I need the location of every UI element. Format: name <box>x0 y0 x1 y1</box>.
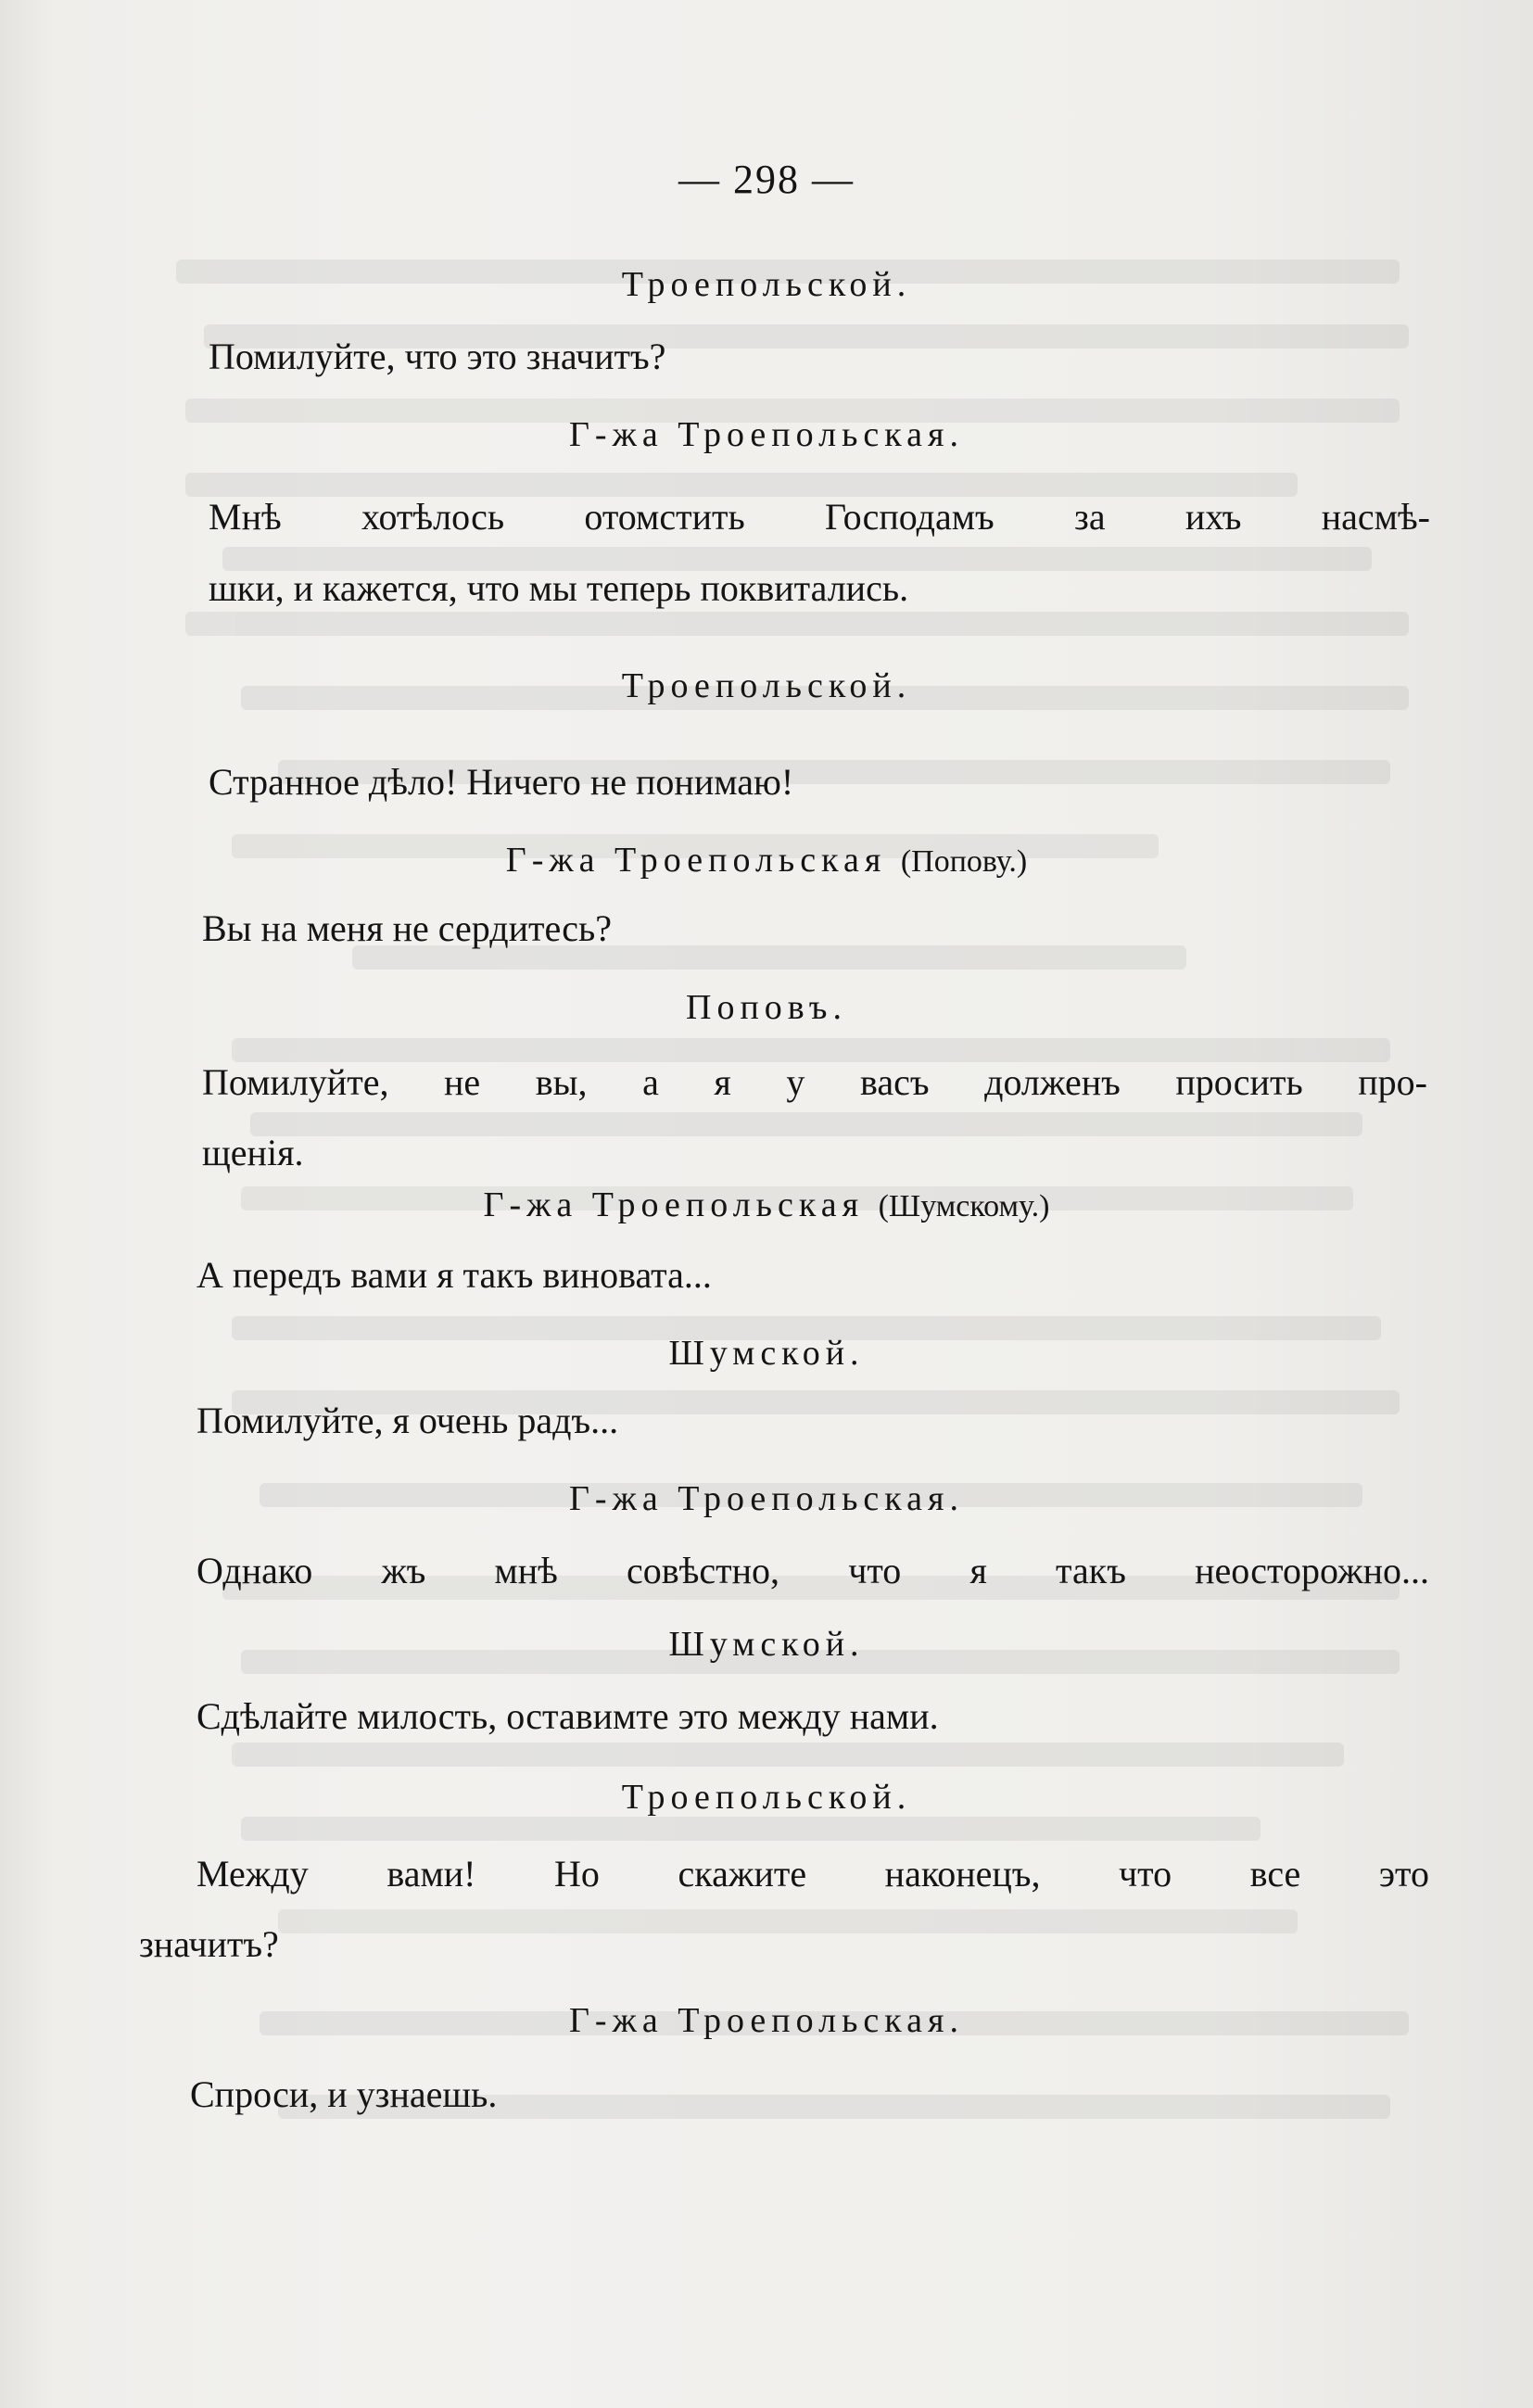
speech-line: Помилуйте, я очень радъ... <box>196 1400 619 1441</box>
speech-line: Помилуйте, не вы, а я у васъ долженъ просить про- <box>202 1061 1427 1103</box>
speech-line: Сдѣлайте милость, оставимте это между нами. <box>196 1695 939 1737</box>
speech-line: Между вами! Но скажите наконецъ, что все это <box>196 1853 1429 1895</box>
speaker-name: Шумской. <box>668 1334 865 1373</box>
speech-line: Странное дѣло! Ничего не понимаю! <box>209 761 794 803</box>
speaker-name: Г-жа Троепольская (Шумскому.) <box>483 1185 1050 1224</box>
speaker-name: Г-жа Троепольская. <box>568 1479 965 1518</box>
speech-line: Спроси, и узнаешь. <box>190 2073 498 2115</box>
speaker-name: Троепольской. <box>621 1778 912 1817</box>
speaker-name: Поповъ. <box>686 988 847 1027</box>
speaker-name: Троепольской. <box>621 265 912 304</box>
speech-line: А передъ вами я такъ виновата... <box>196 1254 712 1296</box>
speaker-name: Г-жа Троепольская. <box>568 2001 965 2040</box>
stage-direction: (Шумскому.) <box>878 1189 1050 1223</box>
speech-line: Мнѣ хотѣлось отомстить Господамъ за ихъ насмѣ- <box>209 496 1430 538</box>
speech-line: шки, и кажется, что мы теперь поквитались. <box>209 567 909 609</box>
speech-line: Вы на меня не сердитесь? <box>202 907 612 949</box>
speech-line: Помилуйте, что это значитъ? <box>209 336 666 377</box>
speaker-name: Г-жа Троепольская (Попову.) <box>505 841 1028 880</box>
speech-line: щенія. <box>202 1132 304 1173</box>
speaker-name: Троепольской. <box>621 666 912 705</box>
speech-line: Однако жъ мнѣ совѣстно, что я такъ неосторожно... <box>196 1550 1429 1591</box>
speaker-name: Г-жа Троепольская. <box>568 415 965 454</box>
page-number: — 298 — <box>678 157 855 202</box>
speaker-name: Шумской. <box>668 1625 865 1664</box>
speech-line: значитъ? <box>139 1923 279 1965</box>
stage-direction: (Попову.) <box>900 844 1028 879</box>
